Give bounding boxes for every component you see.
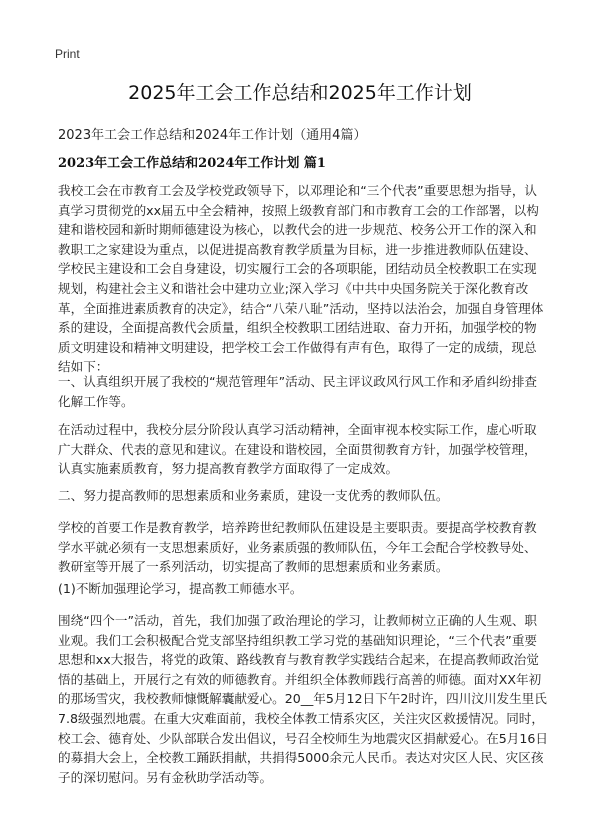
paragraph-teaching-quality: 学校的首要工作是教育教学，培养跨世纪教师队伍建设是主要职责。要提高学校教育教学水平就必须有一支思想素质好，业务素质强的教师队伍，今年工会配合学校教导处、教研室等开展了一系列活动，切实提高了教师的思想素质和业务素质。: [58, 520, 537, 575]
document-title: 2025年工会工作总结和2025年工作计划: [128, 82, 472, 104]
paragraph-point-two: 二、努力提高教师的思想素质和业务素质，建设一支优秀的教师队伍。: [58, 488, 449, 503]
document-subtitle: 2023年工会工作总结和2024年工作计划（通用4篇）: [58, 128, 367, 143]
paragraph-point-one: 一、认真组织开展了我校的“规范管理年”活动、民主评议政风行风工作和矛盾纠纷排查化解工作等。: [58, 374, 538, 409]
paragraph-intro: 我校工会在市教育工会及学校党政领导下，以邓理论和“三个代表”重要思想为指导，认真学习贯彻党的xx届五中全会精神，按照上级教育部门和市教育工会的工作部署，以构建和谐校园和新时期师德建设为核心，以教代会的进一步规范、校务公开工作的深入和教职工之家建设为重点，以促进提高教育教学质量为目标，进一步推进教师队伍建设、学校民主建设和工会自身建设，切实履行工会的各项职能，团结动员全校教职工在实现规划，构建社会主义和谐社会中建功立业;深入学习《中共中央国务院关于深化教育改革，全面推进素质教育的决定》，结合“八荣八耻”活动，坚持以法治会，加强自身管理体系的建设，全面提高教代会质量，组织全校教职工团结进取、奋力开拓，加强学校的物质文明建设和精神文明建设，把学校工会工作做得有声有色，取得了一定的成绩，现总结如下：: [58, 183, 544, 375]
paragraph-activity-process: 在活动过程中，我校分层分阶段认真学习活动精神，全面审视本校实际工作，虚心听取广大群众、代表的意见和建议。在建设和谐校园，全面贯彻教育方针，加强学校管理，认真实施素质教育，努力提高教育教学方面取得了一定成效。: [58, 422, 537, 477]
paragraph-four-ones: 围绕“四个一”活动，首先，我们加强了政治理论的学习，让教师树立正确的人生观、职业观。我们工会积极配合党支部坚持组织教工学习党的基础知识理论，“三个代表”重要思想和xx大报告，将党的政策、路线教育与教育教学实践结合起来，在提高教师政治觉悟的基础上，开展行之有效的师德教育。并组织全体教师践行高善的师德。面对XX年初的那场雪灾，我校教师慷慨解囊献爱心。20__年5月12日下午2时许，四川汶川发生里氏7.8级强烈地震。在重大灾难面前，我校全体教工情系灾区，关注灾区救援情况。同时，校工会、德育处、少队部联合发出倡议，号召全校师生为地震灾区捐献爱心。在5月16日的募捐大会上，全校教工踊跃捐献，共捐得5000余元人民币。表达对灾区人民、灾区孩子的深切慰问。另有金秋助学活动等。: [58, 613, 549, 785]
section-heading: 2023年工会工作总结和2024年工作计划 篇1: [58, 156, 326, 171]
paragraph-subpoint-one: (1)不断加强理论学习，提高教工师德水平。: [58, 581, 303, 596]
print-label: Print: [55, 47, 80, 61]
